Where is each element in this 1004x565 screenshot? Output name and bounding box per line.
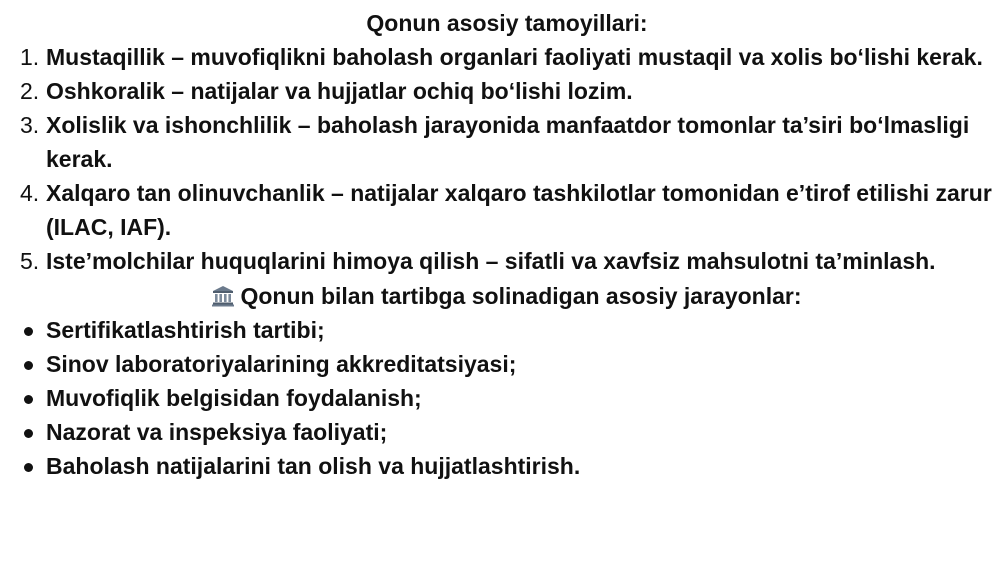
- process-text: Nazorat va inspeksiya faoliyati;: [46, 419, 388, 445]
- bullet-icon: [24, 327, 33, 336]
- principles-list: [20, 40, 994, 278]
- principle-number: 3.: [20, 112, 40, 138]
- bullet-icon: [24, 361, 33, 370]
- principle-text: Oshkoralik – natijalar va hujjatlar ochiq bo‘lishi lozim.: [46, 78, 633, 104]
- principle-number: 4.: [20, 180, 40, 206]
- principle-item: [20, 244, 994, 278]
- process-item: [20, 313, 994, 347]
- classical-building-icon: [212, 285, 234, 307]
- principle-text: Xalqaro tan olinuvchanlik – natijalar xalqaro tashkilotlar tomonidan e’tirof etilishi zarur (ILAC, IAF).: [46, 180, 992, 240]
- processes-heading: [20, 279, 994, 313]
- process-item: [20, 449, 994, 483]
- principle-text: Mustaqillik – muvofiqlikni baholash organlari faoliyati mustaqil va xolis bo‘lishi kerak.: [46, 44, 983, 70]
- process-text: Sertifikatlashtirish tartibi;: [46, 317, 325, 343]
- principle-item: [20, 74, 994, 108]
- principle-number: 2.: [20, 78, 40, 104]
- process-text: Muvofiqlik belgisidan foydalanish;: [46, 385, 422, 411]
- bullet-icon: [24, 395, 33, 404]
- principle-number: 5.: [20, 248, 40, 274]
- bullet-icon: [24, 463, 33, 472]
- principle-number: 1.: [20, 44, 40, 70]
- principles-heading: Qonun asosiy tamoyillari:: [366, 10, 648, 36]
- principle-item: [20, 40, 994, 74]
- bullet-icon: [24, 429, 33, 438]
- process-text: Sinov laboratoriyalarining akkreditatsiyasi;: [46, 351, 517, 377]
- principle-item: [20, 108, 994, 176]
- process-text: Baholash natijalarini tan olish va hujjatlashtirish.: [46, 453, 581, 479]
- principle-item: [20, 176, 994, 244]
- process-item: [20, 381, 994, 415]
- processes-list: [20, 313, 994, 483]
- process-item: [20, 347, 994, 381]
- principle-text: Xolislik va ishonchlilik – baholash jarayonida manfaatdor tomonlar ta’siri bo‘lmasligi kerak.: [46, 112, 970, 172]
- process-item: [20, 415, 994, 449]
- principle-text: Iste’molchilar huquqlarini himoya qilish – sifatli va xavfsiz mahsulotni ta’minlash.: [46, 248, 936, 274]
- processes-heading-text: Qonun bilan tartibga solinadigan asosiy jarayonlar:: [240, 283, 802, 309]
